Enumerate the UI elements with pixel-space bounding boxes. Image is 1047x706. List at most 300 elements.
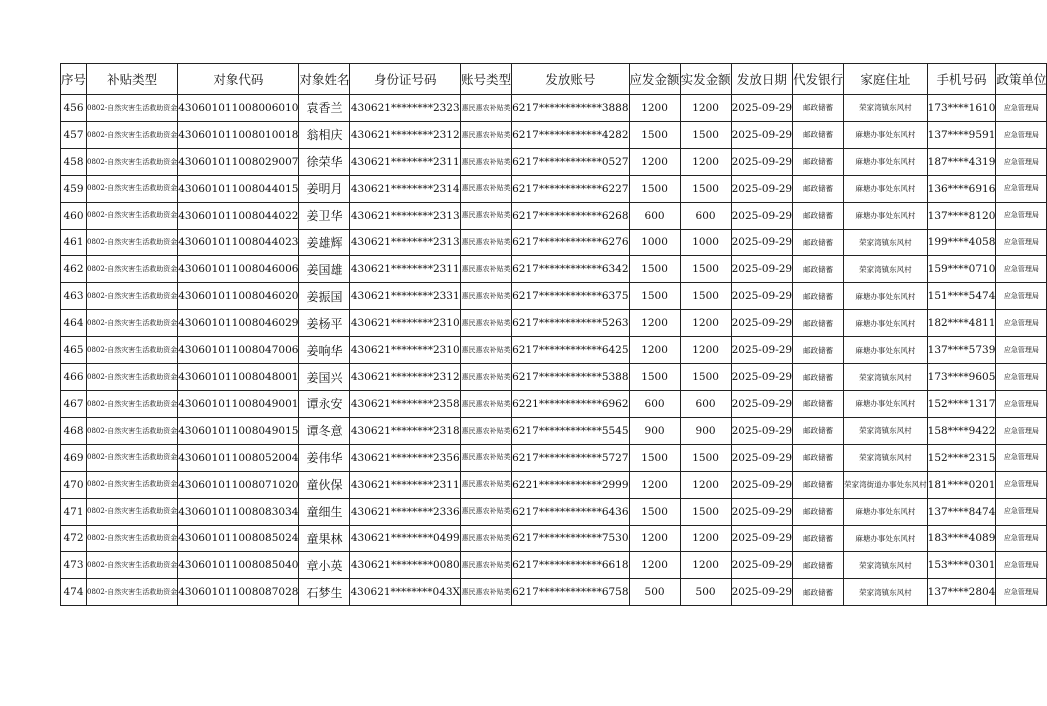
cell-account-type: 惠民惠农补贴类 [461,148,512,175]
header-object-code: 对象代码 [178,64,299,95]
cell-home-address: 荣家湾镇东风村 [844,364,928,391]
cell-object-name: 谭永安 [299,390,350,417]
cell-object-name: 姜卫华 [299,202,350,229]
cell-subsidy-type: 0802-自然灾害生活救助资金 [87,525,178,552]
cell-amount-paid: 500 [680,579,731,606]
cell-subsidy-type: 0802-自然灾害生活救助资金 [87,310,178,337]
cell-amount-due: 600 [629,202,680,229]
cell-home-address: 麻塘办事处东风村 [844,498,928,525]
cell-amount-due: 1200 [629,310,680,337]
cell-payout-account: 6217************6618 [512,552,629,579]
cell-phone: 173****1610 [927,95,996,122]
cell-policy-unit: 应急管理局 [996,498,1047,525]
cell-policy-unit: 应急管理局 [996,95,1047,122]
cell-phone: 158****9422 [927,417,996,444]
cell-agent-bank: 邮政储蓄 [793,121,844,148]
table-row [61,202,1047,229]
table-row [61,256,1047,283]
cell-object-name: 谭冬意 [299,417,350,444]
cell-seq: 463 [61,283,87,310]
cell-object-name: 姜雄辉 [299,229,350,256]
cell-object-code: 430601011008087028 [178,579,299,606]
cell-home-address: 麻塘办事处东风村 [844,283,928,310]
cell-payout-date: 2025-09-29 [731,256,793,283]
cell-subsidy-type: 0802-自然灾害生活救助资金 [87,283,178,310]
cell-account-type: 惠民惠农补贴类 [461,471,512,498]
cell-agent-bank: 邮政储蓄 [793,283,844,310]
cell-policy-unit: 应急管理局 [996,283,1047,310]
cell-seq: 469 [61,444,87,471]
cell-agent-bank: 邮政储蓄 [793,364,844,391]
cell-policy-unit: 应急管理局 [996,417,1047,444]
cell-amount-paid: 1200 [680,95,731,122]
cell-phone: 137****2804 [927,579,996,606]
cell-seq: 470 [61,471,87,498]
cell-home-address: 荣家湾镇东风村 [844,229,928,256]
cell-payout-account: 6217************6436 [512,498,629,525]
subsidy-payout-sheet [60,63,1047,606]
cell-object-code: 430601011008046029 [178,310,299,337]
cell-payout-account: 6217************5388 [512,364,629,391]
cell-home-address: 麻塘办事处东风村 [844,337,928,364]
table-row [61,552,1047,579]
cell-phone: 182****4811 [927,310,996,337]
cell-phone: 137****5739 [927,337,996,364]
cell-amount-paid: 1200 [680,471,731,498]
cell-payout-date: 2025-09-29 [731,390,793,417]
cell-home-address: 荣家湾镇东风村 [844,95,928,122]
cell-phone: 159****0710 [927,256,996,283]
cell-id-number: 430621********0499 [350,525,461,552]
cell-phone: 199****4058 [927,229,996,256]
cell-seq: 473 [61,552,87,579]
cell-subsidy-type: 0802-自然灾害生活救助资金 [87,148,178,175]
table-row [61,95,1047,122]
cell-payout-account: 6217************5727 [512,444,629,471]
cell-phone: 137****9591 [927,121,996,148]
cell-object-name: 徐荣华 [299,148,350,175]
cell-amount-paid: 1500 [680,121,731,148]
cell-seq: 456 [61,95,87,122]
cell-home-address: 麻塘办事处东风村 [844,202,928,229]
header-seq: 序号 [61,64,87,95]
cell-amount-due: 1500 [629,256,680,283]
cell-home-address: 麻塘办事处东风村 [844,525,928,552]
cell-amount-paid: 1500 [680,256,731,283]
cell-seq: 458 [61,148,87,175]
cell-object-code: 430601011008085040 [178,552,299,579]
cell-seq: 468 [61,417,87,444]
cell-agent-bank: 邮政储蓄 [793,471,844,498]
cell-subsidy-type: 0802-自然灾害生活救助资金 [87,229,178,256]
cell-id-number: 430621********2323 [350,95,461,122]
cell-policy-unit: 应急管理局 [996,121,1047,148]
cell-payout-account: 6217************6276 [512,229,629,256]
cell-phone: 152****1317 [927,390,996,417]
cell-amount-paid: 1200 [680,337,731,364]
cell-object-name: 姜国雄 [299,256,350,283]
cell-account-type: 惠民惠农补贴类 [461,390,512,417]
cell-phone: 153****0301 [927,552,996,579]
cell-amount-due: 1500 [629,283,680,310]
cell-object-code: 430601011008049015 [178,417,299,444]
cell-subsidy-type: 0802-自然灾害生活救助资金 [87,256,178,283]
cell-policy-unit: 应急管理局 [996,148,1047,175]
cell-payout-account: 6217************6342 [512,256,629,283]
cell-object-name: 姜国兴 [299,364,350,391]
cell-payout-account: 6221************6962 [512,390,629,417]
cell-seq: 466 [61,364,87,391]
cell-payout-date: 2025-09-29 [731,552,793,579]
cell-agent-bank: 邮政储蓄 [793,95,844,122]
cell-agent-bank: 邮政储蓄 [793,552,844,579]
cell-object-code: 430601011008085024 [178,525,299,552]
header-policy-unit: 政策单位 [996,64,1047,95]
cell-phone: 173****9605 [927,364,996,391]
cell-amount-paid: 1200 [680,525,731,552]
cell-id-number: 430621********2311 [350,148,461,175]
cell-payout-account: 6217************6227 [512,175,629,202]
header-home-address: 家庭住址 [844,64,928,95]
cell-payout-date: 2025-09-29 [731,310,793,337]
cell-agent-bank: 邮政储蓄 [793,202,844,229]
cell-seq: 459 [61,175,87,202]
cell-id-number: 430621********2310 [350,337,461,364]
cell-object-code: 430601011008006010 [178,95,299,122]
table-row [61,525,1047,552]
cell-account-type: 惠民惠农补贴类 [461,310,512,337]
cell-id-number: 430621********2311 [350,471,461,498]
cell-amount-due: 1200 [629,95,680,122]
cell-payout-date: 2025-09-29 [731,202,793,229]
cell-object-code: 430601011008071020 [178,471,299,498]
cell-object-code: 430601011008083034 [178,498,299,525]
cell-subsidy-type: 0802-自然灾害生活救助资金 [87,579,178,606]
cell-payout-account: 6217************7530 [512,525,629,552]
cell-home-address: 麻塘办事处东风村 [844,175,928,202]
cell-agent-bank: 邮政储蓄 [793,525,844,552]
cell-home-address: 麻塘办事处东风村 [844,148,928,175]
cell-account-type: 惠民惠农补贴类 [461,229,512,256]
table-row [61,444,1047,471]
cell-object-name: 童细生 [299,498,350,525]
cell-home-address: 荣家湾镇东风村 [844,256,928,283]
cell-amount-due: 1500 [629,444,680,471]
cell-phone: 187****4319 [927,148,996,175]
cell-subsidy-type: 0802-自然灾害生活救助资金 [87,498,178,525]
cell-payout-account: 6221************2999 [512,471,629,498]
cell-policy-unit: 应急管理局 [996,337,1047,364]
cell-policy-unit: 应急管理局 [996,256,1047,283]
cell-agent-bank: 邮政储蓄 [793,498,844,525]
cell-object-code: 430601011008046006 [178,256,299,283]
table-row [61,175,1047,202]
cell-seq: 461 [61,229,87,256]
cell-seq: 457 [61,121,87,148]
cell-object-name: 姜振国 [299,283,350,310]
cell-subsidy-type: 0802-自然灾害生活救助资金 [87,552,178,579]
cell-id-number: 430621********2312 [350,364,461,391]
cell-object-code: 430601011008044015 [178,175,299,202]
cell-seq: 460 [61,202,87,229]
cell-payout-date: 2025-09-29 [731,337,793,364]
table-header-row [61,64,1047,95]
cell-amount-due: 1500 [629,175,680,202]
cell-account-type: 惠民惠农补贴类 [461,121,512,148]
cell-id-number: 430621********2312 [350,121,461,148]
cell-agent-bank: 邮政储蓄 [793,229,844,256]
cell-seq: 472 [61,525,87,552]
cell-account-type: 惠民惠农补贴类 [461,202,512,229]
cell-payout-account: 6217************6758 [512,579,629,606]
cell-id-number: 430621********2318 [350,417,461,444]
cell-subsidy-type: 0802-自然灾害生活救助资金 [87,390,178,417]
cell-amount-paid: 1500 [680,444,731,471]
cell-agent-bank: 邮政储蓄 [793,417,844,444]
cell-policy-unit: 应急管理局 [996,525,1047,552]
cell-policy-unit: 应急管理局 [996,175,1047,202]
cell-subsidy-type: 0802-自然灾害生活救助资金 [87,121,178,148]
header-payout-account: 发放账号 [512,64,629,95]
cell-account-type: 惠民惠农补贴类 [461,552,512,579]
cell-seq: 464 [61,310,87,337]
cell-account-type: 惠民惠农补贴类 [461,283,512,310]
cell-subsidy-type: 0802-自然灾害生活救助资金 [87,95,178,122]
cell-payout-date: 2025-09-29 [731,525,793,552]
cell-policy-unit: 应急管理局 [996,552,1047,579]
cell-object-name: 姜杨平 [299,310,350,337]
cell-payout-date: 2025-09-29 [731,498,793,525]
cell-object-code: 430601011008052004 [178,444,299,471]
cell-phone: 183****4089 [927,525,996,552]
table-row [61,579,1047,606]
cell-policy-unit: 应急管理局 [996,390,1047,417]
cell-amount-due: 1500 [629,364,680,391]
cell-account-type: 惠民惠农补贴类 [461,337,512,364]
cell-account-type: 惠民惠农补贴类 [461,417,512,444]
cell-payout-date: 2025-09-29 [731,444,793,471]
cell-seq: 462 [61,256,87,283]
cell-phone: 181****0201 [927,471,996,498]
cell-phone: 137****8474 [927,498,996,525]
cell-payout-date: 2025-09-29 [731,364,793,391]
cell-object-code: 430601011008048001 [178,364,299,391]
cell-amount-paid: 600 [680,202,731,229]
header-agent-bank: 代发银行 [793,64,844,95]
cell-object-code: 430601011008044023 [178,229,299,256]
cell-amount-paid: 1500 [680,364,731,391]
cell-agent-bank: 邮政储蓄 [793,390,844,417]
cell-payout-date: 2025-09-29 [731,229,793,256]
table-row [61,337,1047,364]
payout-table [60,63,1047,606]
cell-home-address: 荣家湾镇东风村 [844,444,928,471]
cell-amount-paid: 1200 [680,310,731,337]
cell-id-number: 430621********2311 [350,256,461,283]
table-row [61,121,1047,148]
cell-agent-bank: 邮政储蓄 [793,444,844,471]
table-row [61,283,1047,310]
cell-phone: 137****8120 [927,202,996,229]
cell-phone: 151****5474 [927,283,996,310]
cell-payout-account: 6217************4282 [512,121,629,148]
cell-seq: 474 [61,579,87,606]
table-row [61,364,1047,391]
cell-amount-due: 600 [629,390,680,417]
cell-object-code: 430601011008010018 [178,121,299,148]
cell-agent-bank: 邮政储蓄 [793,148,844,175]
cell-id-number: 430621********2336 [350,498,461,525]
cell-id-number: 430621********2356 [350,444,461,471]
table-row [61,310,1047,337]
cell-account-type: 惠民惠农补贴类 [461,444,512,471]
cell-id-number: 430621********2310 [350,310,461,337]
cell-home-address: 麻塘办事处东风村 [844,310,928,337]
header-subsidy-type: 补贴类型 [87,64,178,95]
cell-account-type: 惠民惠农补贴类 [461,256,512,283]
cell-policy-unit: 应急管理局 [996,202,1047,229]
cell-agent-bank: 邮政储蓄 [793,310,844,337]
cell-id-number: 430621********0080 [350,552,461,579]
cell-object-name: 章小英 [299,552,350,579]
cell-payout-account: 6217************6375 [512,283,629,310]
cell-subsidy-type: 0802-自然灾害生活救助资金 [87,175,178,202]
table-row [61,498,1047,525]
cell-amount-paid: 1200 [680,552,731,579]
header-phone: 手机号码 [927,64,996,95]
cell-amount-due: 1500 [629,121,680,148]
cell-policy-unit: 应急管理局 [996,229,1047,256]
cell-object-code: 430601011008029007 [178,148,299,175]
cell-subsidy-type: 0802-自然灾害生活救助资金 [87,364,178,391]
cell-policy-unit: 应急管理局 [996,310,1047,337]
cell-subsidy-type: 0802-自然灾害生活救助资金 [87,471,178,498]
cell-payout-account: 6217************6268 [512,202,629,229]
cell-object-code: 430601011008046020 [178,283,299,310]
header-account-type: 账号类型 [461,64,512,95]
table-row [61,471,1047,498]
cell-account-type: 惠民惠农补贴类 [461,498,512,525]
cell-payout-account: 6217************3888 [512,95,629,122]
cell-payout-date: 2025-09-29 [731,417,793,444]
cell-amount-paid: 1500 [680,175,731,202]
cell-amount-due: 1200 [629,552,680,579]
cell-object-code: 430601011008047006 [178,337,299,364]
cell-amount-due: 1000 [629,229,680,256]
cell-object-name: 童伙保 [299,471,350,498]
cell-payout-account: 6217************5263 [512,310,629,337]
cell-payout-date: 2025-09-29 [731,283,793,310]
cell-id-number: 430621********2331 [350,283,461,310]
cell-object-name: 童果林 [299,525,350,552]
cell-id-number: 430621********2313 [350,202,461,229]
cell-subsidy-type: 0802-自然灾害生活救助资金 [87,202,178,229]
cell-home-address: 荣家湾街道办事处东风村 [844,471,928,498]
cell-seq: 465 [61,337,87,364]
cell-amount-paid: 1500 [680,283,731,310]
cell-account-type: 惠民惠农补贴类 [461,579,512,606]
cell-amount-paid: 1200 [680,148,731,175]
cell-payout-date: 2025-09-29 [731,121,793,148]
cell-account-type: 惠民惠农补贴类 [461,95,512,122]
cell-payout-account: 6217************0527 [512,148,629,175]
cell-seq: 471 [61,498,87,525]
cell-object-name: 姜明月 [299,175,350,202]
cell-account-type: 惠民惠农补贴类 [461,364,512,391]
cell-amount-paid: 1000 [680,229,731,256]
cell-subsidy-type: 0802-自然灾害生活救助资金 [87,337,178,364]
cell-id-number: 430621********2314 [350,175,461,202]
header-amount-paid: 实发金额 [680,64,731,95]
cell-amount-due: 1200 [629,337,680,364]
header-amount-due: 应发金额 [629,64,680,95]
cell-agent-bank: 邮政储蓄 [793,579,844,606]
table-row [61,148,1047,175]
cell-amount-due: 1200 [629,148,680,175]
cell-object-name: 翁相庆 [299,121,350,148]
cell-object-name: 袁香兰 [299,95,350,122]
cell-agent-bank: 邮政储蓄 [793,337,844,364]
cell-agent-bank: 邮政储蓄 [793,256,844,283]
cell-object-name: 姜伟华 [299,444,350,471]
cell-subsidy-type: 0802-自然灾害生活救助资金 [87,444,178,471]
cell-phone: 136****6916 [927,175,996,202]
cell-seq: 467 [61,390,87,417]
cell-id-number: 430621********043X [350,579,461,606]
cell-amount-due: 900 [629,417,680,444]
cell-phone: 152****2315 [927,444,996,471]
cell-home-address: 荣家湾镇东风村 [844,417,928,444]
header-payout-date: 发放日期 [731,64,793,95]
cell-amount-due: 1200 [629,471,680,498]
cell-agent-bank: 邮政储蓄 [793,175,844,202]
cell-payout-account: 6217************5545 [512,417,629,444]
cell-id-number: 430621********2313 [350,229,461,256]
cell-subsidy-type: 0802-自然灾害生活救助资金 [87,417,178,444]
cell-policy-unit: 应急管理局 [996,579,1047,606]
header-object-name: 对象姓名 [299,64,350,95]
cell-payout-date: 2025-09-29 [731,579,793,606]
cell-policy-unit: 应急管理局 [996,444,1047,471]
cell-object-code: 430601011008044022 [178,202,299,229]
cell-amount-paid: 900 [680,417,731,444]
cell-account-type: 惠民惠农补贴类 [461,525,512,552]
cell-home-address: 荣家湾镇东风村 [844,552,928,579]
cell-object-code: 430601011008049001 [178,390,299,417]
cell-amount-paid: 600 [680,390,731,417]
cell-policy-unit: 应急管理局 [996,364,1047,391]
cell-amount-due: 1200 [629,525,680,552]
cell-payout-account: 6217************6425 [512,337,629,364]
cell-amount-due: 500 [629,579,680,606]
header-id-number: 身份证号码 [350,64,461,95]
table-row [61,417,1047,444]
cell-id-number: 430621********2358 [350,390,461,417]
cell-payout-date: 2025-09-29 [731,95,793,122]
cell-policy-unit: 应急管理局 [996,471,1047,498]
cell-payout-date: 2025-09-29 [731,175,793,202]
cell-payout-date: 2025-09-29 [731,471,793,498]
cell-object-name: 姜响华 [299,337,350,364]
cell-home-address: 麻塘办事处东风村 [844,390,928,417]
cell-amount-due: 1500 [629,498,680,525]
cell-account-type: 惠民惠农补贴类 [461,175,512,202]
cell-home-address: 麻塘办事处东风村 [844,121,928,148]
cell-home-address: 荣家湾镇东风村 [844,579,928,606]
table-row [61,229,1047,256]
cell-amount-paid: 1500 [680,498,731,525]
cell-payout-date: 2025-09-29 [731,148,793,175]
